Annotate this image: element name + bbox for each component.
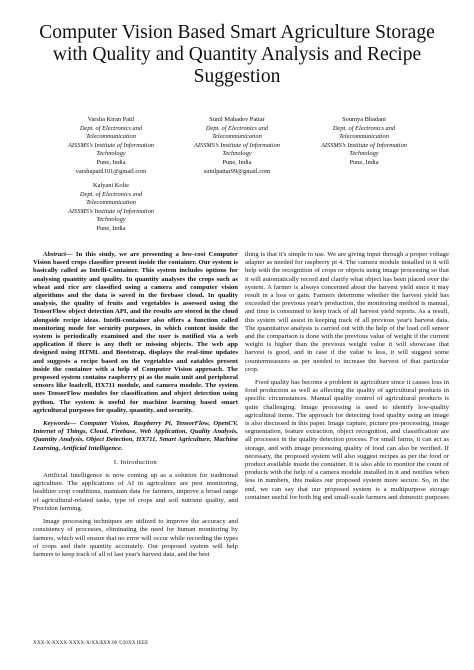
left-column <box>33 251 238 564</box>
abstract-label: Abstract— <box>43 251 73 258</box>
author-institute: Technology <box>222 150 252 158</box>
author-email[interactable]: sunilpattar99@gmail.com <box>203 167 271 175</box>
author-dept: Telecommunication <box>86 133 136 141</box>
section-heading-introduction: I. Introduction <box>113 458 158 466</box>
author-email[interactable]: varshapatil101@gmail.com <box>75 167 147 175</box>
author-dept: Dept. of Electronics and <box>332 124 396 132</box>
author-dept: Telecommunication <box>339 133 389 141</box>
author-dept: Dept. of Electronics and <box>79 124 143 132</box>
author-place: Pune, India <box>222 158 252 166</box>
keywords-label: Keywords— <box>43 420 77 428</box>
author-institute: Technology <box>349 150 379 158</box>
author-name: Sunil Mahadev Pattar <box>209 116 265 123</box>
author-institute: AISSMS’s Institute of Information <box>68 141 154 149</box>
author-place: Pune, India <box>349 158 379 166</box>
author-institute: AISSMS’s Institute of Information <box>321 141 407 149</box>
author-block-4 <box>46 182 176 234</box>
author-name: Varsha Kiran Patil <box>87 116 135 123</box>
author-dept: Dept. of Electronics and <box>79 190 143 198</box>
keywords <box>33 420 238 453</box>
body-paragraph-1: thing is that it's simple to use. We are giving input through a proper voltage adapter as needed for raspberry pi 4. The camera module installed in it will help with the recognition of crops or objects using image processing so that it will automatically record and clarify what object has been placed over the system. A farmer is always concerned about the harvest yield since it may result in a loss or gain. Farmers determine whether the harvest yield has exceeded the previous year's production, the monitoring method is manual, and time is consumed to keep track of all harvest yield reports. As a result, this system will assist in keeping track of all previous year's harvest data. The quantitative analysis is carried out with the help of the load cell sensor and the comparison is done with the previous value of weight if the current weight is higher than the previous weight value it will showcase that harvest is good, and in case if the value is less, it will suggest some countermeasures as per needed to increase the harvest of that particular crop. <box>245 251 449 373</box>
author-place: Pune, India <box>96 224 126 232</box>
body-paragraph-2: Food quality has become a problem in agriculture since it causes loss in food production as well as affecting the quality of agricultural products in specific circumstances. Manual quality control of agricultural products is quite challenging. Image processing is used to identify low-quality agricultural items. The approach for detecting food quality using an image is also discussed in this paper. Image capture, picture pre-processing, image segmentation, feature extraction, object recognition, and classification are all processes in the quality detection process. For small farms, it can act as storage, and with image processing quality of food can also be verified. If necessary, the proposed system will also suggest recipes as per the food or product available inside the container. It is also able to monitor the count of products with the help of a camera module installed in it and notifies when less in numbers, this makes our proposed system more secure. So, in the end, we can say that our proposed system is a multipurpose storage container useful for both big and small-scale farmers and domestic purposes <box>245 379 449 501</box>
intro-paragraph-2: Image processing techniques are utilized to improve the accuracy and consistency of processes, eliminating the need for human monitoring by farmers, which will ensure that no error will occur while recording the types of crops and their quantity accurately. Our proposed system will help farmers to keep track of all of last year's harvest data, and the best <box>33 518 238 558</box>
author-institute: AISSMS’s Institute of Information <box>68 207 154 215</box>
author-name: Kalyani Kolte <box>92 182 130 189</box>
author-block-2 <box>172 116 302 176</box>
abstract-text: In this study, we are presenting a low-cost Computer Vision based crops classifier present inside the container. Our system is basically called as Intelli-Container. This system includes options for analysing quantity and quality. In quantity analyses the crops such as wheat and rice are classified using a camera and computer vision algorithms and the data is saved in the firebase cloud. In quality analysis, the quality of fruits and vegetables is assessed using the TensorFlow object detection API, and the results are stored in the cloud alongside recipe ideas. Intelli-container also offers a function called monitoring mode for security purposes, in which content inside the system is periodically examined and the user is notified via a web application if there is any theft or missing objects. The web app designed using HTML and Bootstrap, displays the real-time updates and suggests a recipe based on the vegetables and eatables present inside the container with a help of Computer Vision approach. The proposed system contains raspberry pi as the main unit and peripheral sensors like loadcell, HX711 module, and camera module. The system uses TensorFlow modules for classification and object detection using python. The system is useful for machine learning based smart agricultural purposes for quality, quantity, and security. <box>33 251 238 414</box>
author-institute: Technology <box>96 150 126 158</box>
author-institute: AISSMS’s Institute of Information <box>194 141 280 149</box>
author-place: Pune, India <box>96 158 126 166</box>
author-dept: Dept. of Electronics and <box>205 124 269 132</box>
right-column <box>245 251 449 507</box>
intro-paragraph-1: Artificial Intelligence is now coming up as a solution for traditional agriculture. The applications of AI in agriculture are pest monitoring, healthier crop conditions, maintain data for farmers, improve a broad range of agricultural-related tasks, type of crops and soil nutrient quality, and Precision farming. <box>33 472 238 512</box>
author-name: Soumya Bhadani <box>342 116 386 123</box>
abstract <box>33 251 238 415</box>
author-dept: Telecommunication <box>212 133 262 141</box>
copyright-footer: XXX-X-XXXX-XXXX-X/XX/$XX.00 ©20XX IEEE <box>33 640 149 646</box>
author-institute: Technology <box>96 216 126 224</box>
author-block-3 <box>299 116 429 168</box>
author-dept: Telecommunication <box>86 199 136 207</box>
author-block-1 <box>46 116 176 176</box>
keywords-text: Computer Vision, Raspberry Pi, TensorFlow, OpenCV, Internet of Things, Cloud, Firebase, Web Application, Quality Analysis, Quantity Analysis, Object Detection, HX711, Smart Agriculture, Machine Learning, Artificial Intelligence. <box>33 420 238 452</box>
paper-title: Computer Vision Based Smart Agriculture Storage with Quality and Quantity Analysis and Recipe Suggestion <box>39 22 435 87</box>
